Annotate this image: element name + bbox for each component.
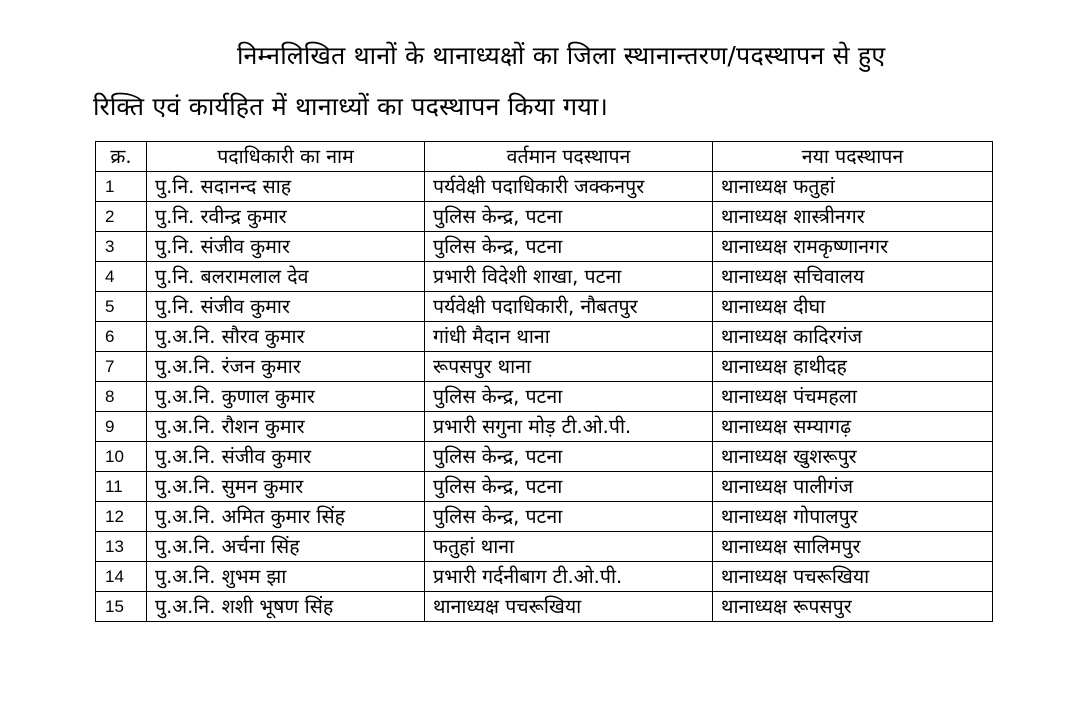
current-posting-cell: पर्यवेक्षी पदाधिकारी जक्कनपुर xyxy=(425,172,713,202)
current-posting-cell: थानाध्यक्ष पचरूखिया xyxy=(425,592,713,622)
intro-paragraph-line-2: रिक्ति एवं कार्यहित में थानाध्यों का पदस्थापन किया गया। xyxy=(93,92,609,121)
table-row xyxy=(96,592,993,622)
new-posting-cell: थानाध्यक्ष हाथीदह xyxy=(713,352,993,382)
new-posting-cell: थानाध्यक्ष कादिरगंज xyxy=(713,322,993,352)
table-row xyxy=(96,442,993,472)
current-posting-cell: पुलिस केन्द्र, पटना xyxy=(425,442,713,472)
table-body xyxy=(96,172,993,622)
serial-number-cell: 13 xyxy=(96,532,147,562)
new-posting-cell: थानाध्यक्ष गोपालपुर xyxy=(713,502,993,532)
officer-name-cell: पु.अ.नि. सौरव कुमार xyxy=(147,322,425,352)
officer-name-cell: पु.अ.नि. रंजन कुमार xyxy=(147,352,425,382)
header-serial-number: क्र. xyxy=(96,142,147,172)
serial-number-cell: 8 xyxy=(96,382,147,412)
serial-number-cell: 10 xyxy=(96,442,147,472)
new-posting-cell: थानाध्यक्ष पचरूखिया xyxy=(713,562,993,592)
serial-number-cell: 11 xyxy=(96,472,147,502)
officer-name-cell: पु.नि. संजीव कुमार xyxy=(147,232,425,262)
officer-name-cell: पु.नि. बलरामलाल देव xyxy=(147,262,425,292)
new-posting-cell: थानाध्यक्ष सचिवालय xyxy=(713,262,993,292)
serial-number-cell: 15 xyxy=(96,592,147,622)
new-posting-cell: थानाध्यक्ष सालिमपुर xyxy=(713,532,993,562)
officer-name-cell: पु.अ.नि. रौशन कुमार xyxy=(147,412,425,442)
table-row xyxy=(96,472,993,502)
officer-name-cell: पु.अ.नि. शशी भूषण सिंह xyxy=(147,592,425,622)
current-posting-cell: गांधी मैदान थाना xyxy=(425,322,713,352)
table-row xyxy=(96,382,993,412)
serial-number-cell: 12 xyxy=(96,502,147,532)
new-posting-cell: थानाध्यक्ष शास्त्रीनगर xyxy=(713,202,993,232)
serial-number-cell: 4 xyxy=(96,262,147,292)
current-posting-cell: पुलिस केन्द्र, पटना xyxy=(425,232,713,262)
new-posting-cell: थानाध्यक्ष पालीगंज xyxy=(713,472,993,502)
officer-name-cell: पु.अ.नि. शुभम झा xyxy=(147,562,425,592)
officer-name-cell: पु.अ.नि. संजीव कुमार xyxy=(147,442,425,472)
serial-number-cell: 14 xyxy=(96,562,147,592)
table-row xyxy=(96,532,993,562)
intro-paragraph-line-1: निम्नलिखित थानों के थानाध्यक्षों का जिला स्थानान्तरण/पदस्थापन से हुए xyxy=(237,41,886,70)
table-row xyxy=(96,262,993,292)
current-posting-cell: प्रभारी सगुना मोड़ टी.ओ.पी. xyxy=(425,412,713,442)
table-row xyxy=(96,412,993,442)
officer-name-cell: पु.अ.नि. सुमन कुमार xyxy=(147,472,425,502)
new-posting-cell: थानाध्यक्ष सम्यागढ़ xyxy=(713,412,993,442)
current-posting-cell: प्रभारी विदेशी शाखा, पटना xyxy=(425,262,713,292)
table-row xyxy=(96,202,993,232)
serial-number-cell: 1 xyxy=(96,172,147,202)
officer-name-cell: पु.अ.नि. कुणाल कुमार xyxy=(147,382,425,412)
current-posting-cell: फतुहां थाना xyxy=(425,532,713,562)
officer-name-cell: पु.नि. सदानन्द साह xyxy=(147,172,425,202)
current-posting-cell: पुलिस केन्द्र, पटना xyxy=(425,382,713,412)
officer-name-cell: पु.अ.नि. अर्चना सिंह xyxy=(147,532,425,562)
current-posting-cell: पर्यवेक्षी पदाधिकारी, नौबतपुर xyxy=(425,292,713,322)
new-posting-cell: थानाध्यक्ष खुशरूपुर xyxy=(713,442,993,472)
current-posting-cell: पुलिस केन्द्र, पटना xyxy=(425,202,713,232)
new-posting-cell: थानाध्यक्ष पंचमहला xyxy=(713,382,993,412)
current-posting-cell: पुलिस केन्द्र, पटना xyxy=(425,502,713,532)
table-row xyxy=(96,502,993,532)
header-new-posting: नया पदस्थापन xyxy=(713,142,993,172)
serial-number-cell: 2 xyxy=(96,202,147,232)
table-row xyxy=(96,292,993,322)
officer-name-cell: पु.अ.नि. अमित कुमार सिंह xyxy=(147,502,425,532)
header-current-posting: वर्तमान पदस्थापन xyxy=(425,142,713,172)
serial-number-cell: 3 xyxy=(96,232,147,262)
new-posting-cell: थानाध्यक्ष दीघा xyxy=(713,292,993,322)
current-posting-cell: प्रभारी गर्दनीबाग टी.ओ.पी. xyxy=(425,562,713,592)
table-row xyxy=(96,232,993,262)
serial-number-cell: 9 xyxy=(96,412,147,442)
current-posting-cell: रूपसपुर थाना xyxy=(425,352,713,382)
serial-number-cell: 5 xyxy=(96,292,147,322)
current-posting-cell: पुलिस केन्द्र, पटना xyxy=(425,472,713,502)
posting-table xyxy=(95,141,993,622)
table-row xyxy=(96,352,993,382)
serial-number-cell: 7 xyxy=(96,352,147,382)
table-header-row xyxy=(96,142,993,172)
new-posting-cell: थानाध्यक्ष रूपसपुर xyxy=(713,592,993,622)
new-posting-cell: थानाध्यक्ष रामकृष्णानगर xyxy=(713,232,993,262)
header-officer-name: पदाधिकारी का नाम xyxy=(147,142,425,172)
new-posting-cell: थानाध्यक्ष फतुहां xyxy=(713,172,993,202)
serial-number-cell: 6 xyxy=(96,322,147,352)
officer-name-cell: पु.नि. संजीव कुमार xyxy=(147,292,425,322)
table-row xyxy=(96,562,993,592)
table-row xyxy=(96,322,993,352)
officer-name-cell: पु.नि. रवीन्द्र कुमार xyxy=(147,202,425,232)
table-row xyxy=(96,172,993,202)
